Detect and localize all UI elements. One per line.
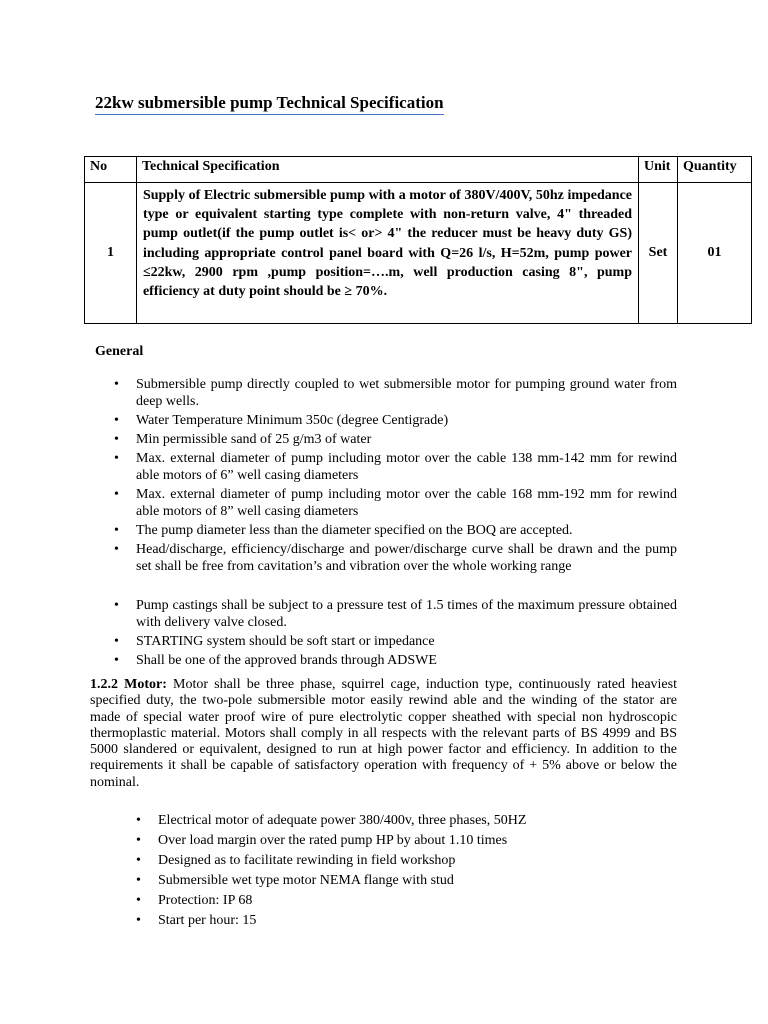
list-item: • Pump castings shall be subject to a pressure test of 1.5 times of the maximum pressure obtained with delivery valve closed. — [136, 597, 677, 631]
list-item: • Protection: IP 68 — [158, 891, 658, 911]
row-specification: Supply of Electric submersible pump with a motor of 380V/400V, 50hz impedance type or equivalent starting type complete with non-return valve, 4" threaded pump outlet(if the pump outlet is< or> 4" the reducer must be heavy duty GS) including appropriate control panel board with Q=26 l/s, H=52m, pump power ≤22kw, 2900 rpm ,pump position=….m, well production casing 8", pump efficiency at duty point should be ≥ 70%. — [136, 183, 638, 324]
general-list — [136, 376, 677, 577]
spec-table — [84, 156, 752, 324]
list-item: • Start per hour: 15 — [158, 911, 658, 931]
row-quantity: 01 — [678, 183, 752, 324]
header-technical-specification: Technical Specification — [136, 157, 638, 183]
list-item: • Max. external diameter of pump including motor over the cable 168 mm-192 mm for rewind able motors of 8” well casing diameters — [136, 486, 677, 520]
table-row — [85, 183, 752, 324]
list-item: • Designed as to facilitate rewinding in field workshop — [158, 851, 658, 871]
motor-heading: 1.2.2 Motor: — [90, 677, 167, 692]
row-unit: Set — [639, 183, 678, 324]
header-unit: Unit — [639, 157, 678, 183]
general-heading: General — [95, 344, 144, 359]
general-list-continued — [136, 597, 677, 671]
list-item: • Submersible wet type motor NEMA flange with stud — [158, 871, 658, 891]
list-item: • Shall be one of the approved brands through ADSWE — [136, 652, 677, 669]
document-title: 22kw submersible pump Technical Specification — [95, 93, 444, 115]
list-item: • Over load margin over the rated pump HP by about 1.10 times — [158, 831, 658, 851]
row-number: 1 — [85, 183, 137, 324]
list-item: • Electrical motor of adequate power 380/400v, three phases, 50HZ — [158, 811, 658, 831]
table-header-row — [85, 157, 752, 183]
motor-text: Motor shall be three phase, squirrel cage, induction type, continuously rated heaviest specified duty, the two-pole submersible motor easily rewind able and the winding of the stator are made of special water proof wire of pure electrolytic copper sheathed with special non hydroscopic thermoplastic material. Motors shall comply in all respects with the relevant parts of BS 4999 and BS 5000 slandered or equivalent, designed to run at high power factor and efficiency. In addition to the requirements it shall be capable of satisfactory operation with frequency of + 5% above or below the nominal. — [90, 677, 677, 790]
list-item: • Min permissible sand of 25 g/m3 of water — [136, 431, 677, 448]
motor-list — [158, 811, 658, 931]
header-no: No — [85, 157, 137, 183]
list-item: • Max. external diameter of pump including motor over the cable 138 mm-142 mm for rewind able motors of 6” well casing diameters — [136, 450, 677, 484]
list-item: • Head/discharge, efficiency/discharge and power/discharge curve shall be drawn and the pump set shall be free from cavitation’s and vibration over the whole working range — [136, 541, 677, 575]
motor-paragraph — [90, 677, 677, 791]
list-item: • STARTING system should be soft start or impedance — [136, 633, 677, 650]
header-quantity: Quantity — [678, 157, 752, 183]
list-item: • Submersible pump directly coupled to wet submersible motor for pumping ground water from deep wells. — [136, 376, 677, 410]
list-item: • Water Temperature Minimum 350c (degree Centigrade) — [136, 412, 677, 429]
list-item: • The pump diameter less than the diameter specified on the BOQ are accepted. — [136, 522, 677, 539]
